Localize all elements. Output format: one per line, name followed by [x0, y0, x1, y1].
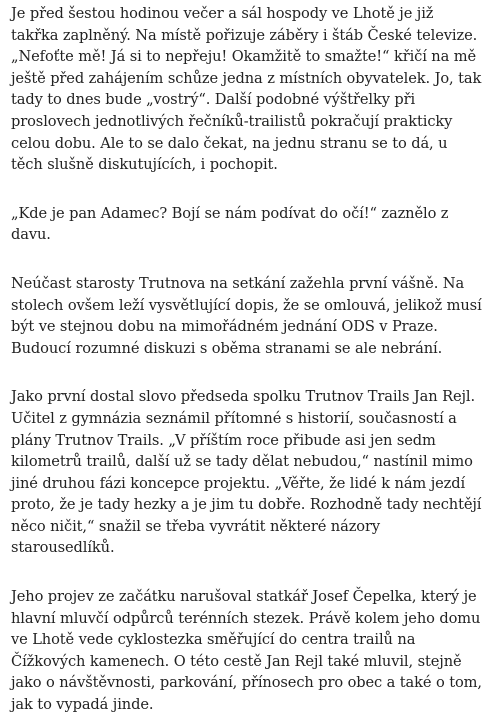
paragraph-mayor-absence: Neúčast starosty Trutnova na setkání zažehla první vášně. Na stolech ovšem leží vysvětlující dopis, že se omlouvá, jelikož musí být ve stejnou dobu na mimořádném jednání ODS v Praze. Budoucí rozumné diskuzi s oběma stranami se ale nebrání.	[11, 274, 482, 357]
paragraph-cepelka: Jeho projev ze začátku narušoval statkář Josef Čepelka, který je hlavní mluvčí odpůrců terénních stezek. Právě kolem jeho domu ve Lhotě vede cyklostezka směřující do centra trailů na Čížkových kamenech. O této cestě Jan Rejl také mluvil, stejně jako o návštěvnosti, parkování, přínosech pro obec a také o tom, jak to vypadá jinde.	[11, 588, 482, 714]
paragraph-intro: Je před šestou hodinou večer a sál hospody ve Lhotě je již takřka zaplněný. Na místě pořizuje záběry i štáb České televize. „Nefoťte mě! Já si to nepřeju! Okamžitě to smažte!“ křičí na mě ještě před zahájením schůze jedna z místních obyvatelek. Jo, tak tady to dnes bude „vostrý“. Další podobné výštřelky při proslovech jednotlivých řečníků-trailistů pokračují prakticky celou dobu. Ale to se dalo čekat, na jednu stranu se to dá, u těch slušně diskutujících, i pochopit.	[11, 5, 482, 174]
paragraph-quote: „Kde je pan Adamec? Bojí se nám podívat do očí!“ zaznělo z davu.	[11, 204, 449, 244]
paragraph-rejl-speech: Jako první dostal slovo předseda spolku Trutnov Trails Jan Rejl. Učitel z gymnázia seznámil přítomné s historií, současností a plány Trutnov Trails. „V příštím roce přibude asi jen sedm kilometrů trailů, další už se tady dělat nebudou,“ nastínil mimo jiné druhou fázi koncepce projektu. „Věřte, že lidé k nám jezdí proto, že je tady hezky a je jim tu dobře. Rozhodně tady nechtějí něco ničit,“ snažil se třeba vyvrátit některé názory starousedlíků.	[11, 388, 482, 557]
